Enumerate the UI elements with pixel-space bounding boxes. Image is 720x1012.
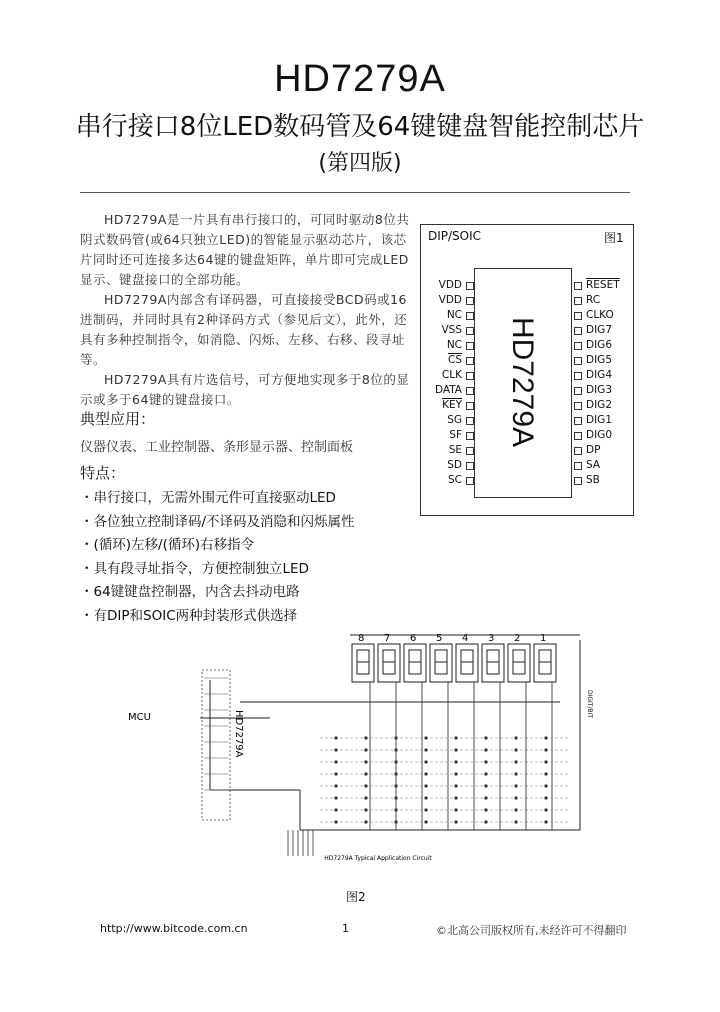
key-switch [484, 808, 487, 811]
chip-name: HD7279A [506, 316, 540, 448]
key-switch [334, 748, 337, 751]
key-switch [514, 808, 517, 811]
key-switch [394, 796, 397, 799]
key-switch [394, 784, 397, 787]
key-switch [514, 820, 517, 823]
key-switch [334, 772, 337, 775]
key-switch [514, 736, 517, 739]
digit-label: 8 [358, 633, 365, 644]
chip-left-pins [202, 670, 230, 820]
digit-label: 2 [514, 633, 521, 644]
key-switch [484, 820, 487, 823]
pin-label-right: CLKO [586, 309, 614, 321]
key-switch [364, 784, 367, 787]
circuit-caption: HD7279A Typical Application Circuit [324, 855, 432, 862]
figure-1-label: 图1 [604, 231, 624, 245]
feature-text: 各位独立控制译码/不译码及消隐和闪烁属性 [93, 513, 355, 530]
pin-pad [574, 402, 582, 410]
pin-label-left: VDD [438, 279, 462, 291]
circuit-chip-label: HD7279A [233, 710, 244, 758]
key-switch [364, 772, 367, 775]
feature-item [80, 510, 355, 530]
key-switch [364, 808, 367, 811]
key-switch [424, 748, 427, 751]
connector-pins [288, 830, 313, 856]
feature-text: 具有段寻址指令，方便控制独立LED [93, 560, 309, 577]
pin-pad [574, 342, 582, 350]
pin-pad [574, 372, 582, 380]
pin-pad [574, 447, 582, 455]
pin-pad [466, 417, 474, 425]
key-switch [484, 784, 487, 787]
pin-label-right: DIG1 [586, 414, 612, 426]
key-switch [514, 796, 517, 799]
side-label: DIGIT/BIT [586, 690, 593, 719]
pin-pad [466, 312, 474, 320]
pin-label-left: NC [446, 339, 462, 351]
pin-label-left: DATA [434, 384, 462, 396]
key-switch [334, 784, 337, 787]
digit-label: 5 [436, 633, 443, 644]
bullet-icon: ・ [80, 490, 94, 506]
feature-item [80, 486, 336, 506]
mcu-label: MCU [128, 712, 151, 723]
pin-label-right: DIG7 [586, 324, 612, 336]
pin-label-right: DP [586, 444, 601, 456]
key-switch [334, 760, 337, 763]
digit-label: 4 [462, 633, 469, 644]
key-switch [334, 820, 337, 823]
key-switch [424, 796, 427, 799]
pin-label-left: VSS [441, 324, 462, 336]
key-switch [454, 772, 457, 775]
key-switch [364, 736, 367, 739]
key-matrix [320, 736, 570, 823]
figure-2-label: 图2 [346, 890, 366, 904]
pin-label-left: NC [446, 309, 462, 321]
pin-label-left: SG [447, 414, 462, 426]
feature-item [80, 580, 300, 600]
bullet-icon: ・ [80, 584, 94, 600]
key-switch [454, 784, 457, 787]
pin-label-left: CLK [441, 369, 462, 381]
key-switch [514, 772, 517, 775]
bullet-icon: ・ [80, 607, 94, 624]
pin-label-right: SA [586, 459, 601, 471]
key-switch [334, 796, 337, 799]
pin-pad [466, 372, 474, 380]
features-heading: 特点： [80, 464, 126, 482]
pin-pad [574, 417, 582, 425]
feature-text: 串行接口，无需外围元件可直接驱动LED [93, 490, 336, 506]
pin-pad [574, 312, 582, 320]
digit-label: 3 [488, 633, 495, 644]
pin-pad [466, 402, 474, 410]
package-label: DIP/SOIC [428, 229, 482, 243]
pin-pad [466, 327, 474, 335]
pin-label-right: RC [586, 294, 601, 306]
key-switch [454, 820, 457, 823]
pin-label-right: DIG3 [586, 384, 612, 396]
pin-pad [466, 477, 474, 485]
pin-label-right: DIG2 [586, 399, 612, 411]
feature-item [80, 533, 254, 553]
key-switch [334, 736, 337, 739]
key-switch [424, 736, 427, 739]
key-switch [364, 748, 367, 751]
pin-label-right: SB [586, 474, 600, 486]
pin-label-right: DIG4 [586, 369, 612, 381]
document-title: HD7279A [274, 58, 446, 100]
digit-label: 1 [540, 633, 547, 644]
key-switch [424, 772, 427, 775]
footer-url[interactable]: http://www.bitcode.com.cn [100, 922, 248, 935]
key-switch [484, 760, 487, 763]
intro-paragraph-3: HD7279A具有片选信号，可方便地实现多于8位的显示或多于64键的键盘接口。 [80, 372, 410, 407]
pin-pad [574, 462, 582, 470]
bullet-icon: ・ [80, 513, 94, 530]
page-number: 1 [342, 922, 349, 935]
key-switch [394, 760, 397, 763]
pin-pad [466, 432, 474, 440]
pin-label-left: SF [449, 429, 462, 441]
key-switch [544, 796, 547, 799]
key-switch [394, 748, 397, 751]
key-switch [394, 820, 397, 823]
digit-label: 6 [410, 633, 417, 644]
feature-item [80, 557, 309, 577]
pin-pad [466, 462, 474, 470]
pin-pad [574, 432, 582, 440]
key-switch [424, 760, 427, 763]
pin-label-left: SC [448, 474, 462, 486]
pin-pad [466, 342, 474, 350]
key-switch [544, 784, 547, 787]
applications-heading: 典型应用： [80, 410, 156, 428]
feature-text: 64键键盘控制器，内含去抖动电路 [93, 584, 300, 600]
document-subtitle: 串行接口8位LED数码管及64键键盘智能控制芯片 [75, 112, 645, 142]
intro-paragraph-2: HD7279A内部含有译码器，可直接接受BCD码或16进制码，并同时具有2种译码方式（参见后文），此外，还具有多种控制指令，如消隐、闪烁、左移、右移、段寻址等。 [80, 292, 408, 367]
bullet-icon: ・ [80, 560, 94, 577]
key-switch [544, 808, 547, 811]
key-switch [364, 760, 367, 763]
key-switch [514, 748, 517, 751]
pin-pad [574, 282, 582, 290]
bullet-icon: ・ [80, 537, 94, 553]
key-switch [544, 748, 547, 751]
feature-text: (循环)左移/(循环)右移指令 [93, 537, 255, 553]
key-switch [424, 820, 427, 823]
pin-label-right: DIG5 [586, 354, 612, 366]
pin-pad [574, 357, 582, 365]
key-switch [454, 736, 457, 739]
pin-label-left: $\overline{CS}$ [448, 354, 462, 366]
pin-label-right: DIG6 [586, 339, 612, 351]
divider [80, 192, 630, 193]
key-switch [424, 784, 427, 787]
key-switch [334, 808, 337, 811]
key-switch [394, 772, 397, 775]
pin-label-left: VDD [438, 294, 462, 306]
key-switch [544, 820, 547, 823]
applications-text: 仪器仪表、工业控制器、条形显示器、控制面板 [80, 440, 354, 455]
digit-label: 7 [384, 633, 391, 644]
key-switch [484, 796, 487, 799]
pin-pad [574, 297, 582, 305]
key-switch [364, 796, 367, 799]
pin-pad [466, 282, 474, 290]
key-switch [484, 772, 487, 775]
key-switch [454, 748, 457, 751]
pin-pad [466, 297, 474, 305]
key-switch [484, 748, 487, 751]
key-switch [544, 736, 547, 739]
pin-pad [574, 327, 582, 335]
intro-text [80, 210, 410, 410]
pin-pad [466, 447, 474, 455]
pin-label-left: SD [447, 459, 462, 471]
key-switch [544, 760, 547, 763]
copyright-notice: ©北高公司版权所有,未经许可不得翻印 [436, 924, 627, 937]
key-switch [514, 784, 517, 787]
key-switch [364, 820, 367, 823]
key-switch [454, 796, 457, 799]
key-switch [544, 772, 547, 775]
pin-pad [574, 477, 582, 485]
feature-text: 有DIP和SOIC两种封装形式供选择 [93, 607, 298, 624]
pin-pad [466, 357, 474, 365]
pin-label-left: SE [448, 444, 462, 456]
key-switch [454, 808, 457, 811]
pin-label-right: RESET [586, 279, 620, 291]
application-circuit [120, 630, 620, 880]
intro-paragraph-1: HD7279A是一片具有串行接口的，可同时驱动8位共阴式数码管(或64只独立LED)的智能显示驱动芯片，该芯片同时还可连接多达64键的键盘矩阵，单片即可完成LED显示、键盘接口的全部功能。 [80, 212, 410, 287]
pin-label-left: $\overline{KEY}$ [442, 399, 462, 411]
key-switch [424, 808, 427, 811]
pin-pad [574, 387, 582, 395]
key-switch [514, 760, 517, 763]
pin-pad [466, 387, 474, 395]
pin-label-right: DIG0 [586, 429, 612, 441]
edition-label: (第四版) [318, 151, 402, 176]
key-switch [394, 736, 397, 739]
feature-item [80, 604, 297, 624]
key-switch [394, 808, 397, 811]
key-switch [454, 760, 457, 763]
key-switch [484, 736, 487, 739]
